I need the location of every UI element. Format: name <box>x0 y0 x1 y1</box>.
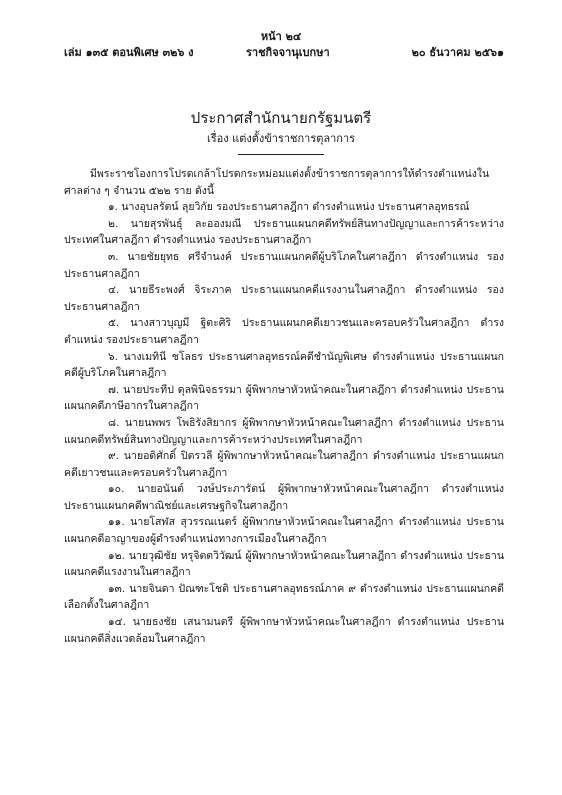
appointment-item-4: ๔. นายธีระพงศ์ จิระภาค ประธานแผนกคดีแรงงานในศาลฎีกา ดำรงตำแหน่ง รองประธานศาลฎีกา <box>64 284 504 313</box>
appointment-item-14: ๑๔. นายธงชัย เสนามนตรี ผู้พิพากษาหัวหน้าคณะในศาลฎีกา ดำรงตำแหน่ง ประธานแผนกคดีสิ่งแวดล้อมในศาลฎีกา <box>64 616 504 645</box>
publication-date: ๒๐ ธันวาคม ๒๕๖๑ <box>411 46 504 59</box>
appointment-item-9: ๙. นายอดิศักดิ์ ปิตรวลี ผู้พิพากษาหัวหน้าคณะในศาลฎีกา ดำรงตำแหน่ง ประธานแผนกคดีเยาวชนและครอบครัวในศาลฎีกา <box>64 450 504 479</box>
intro-paragraph: มีพระราชโองการโปรดเกล้าโปรดกระหม่อมแต่งตั้งข้าราชการตุลาการให้ดำรงตำแหน่งในศาลต่าง ๆ จำนวน ๕๒๒ ราย ดังนี้ <box>64 168 490 197</box>
document-subject: เรื่อง แต่งตั้งข้าราชการตุลาการ <box>206 132 356 145</box>
appointment-item-1: ๑. นางอุบลรัตน์ ลุยวิกัย รองประธานศาลฎีกา ดำรงตำแหน่ง ประธานศาลอุทธรณ์ <box>108 201 470 214</box>
document-title: ประกาศสำนักนายกรัฐมนตรี <box>190 109 372 127</box>
appointment-item-10: ๑๐. นายอนันต์ วงษ์ประภารัตน์ ผู้พิพากษาหัวหน้าคณะในศาลฎีกา ดำรงตำแหน่ง ประธานแผนกคดีพาณิชย์และเศรษฐกิจในศาลฎีกา <box>64 483 504 512</box>
appointment-item-7: ๗. นายประทีป ดุลพินิจธรรมา ผู้พิพากษาหัวหน้าคณะในศาลฎีกา ดำรงตำแหน่ง ประธานแผนกคดีภาษีอากรในศาลฎีกา <box>64 383 504 413</box>
document-body <box>64 166 504 647</box>
appointment-item-12: ๑๒. นายวุฒิชัย หรุจิตตวิวัฒน์ ผู้พิพากษาหัวหน้าคณะในศาลฎีกา ดำรงตำแหน่ง ประธานแผนกคดีแรงงานในศาลฎีกา <box>64 549 504 579</box>
appointment-item-6: ๖. นางเมทินี ชโลธร ประธานศาลอุทธรณ์คดีชำนัญพิเศษ ดำรงตำแหน่ง ประธานแผนกคดีผู้บริโภคในศาลฎีกา <box>64 350 504 380</box>
appointment-item-3: ๓. นายชัยยุทธ ศรีจำนงค์ ประธานแผนกคดีผู้บริโภคในศาลฎีกา ดำรงตำแหน่ง รองประธานศาลฎีกา <box>64 250 504 280</box>
appointment-item-5: ๕. นางสาวบุญมี ฐิตะศิริ ประธานแผนกคดีเยาวชนและครอบครัวในศาลฎีกา ดำรงตำแหน่ง รองประธานศาลฎีกา <box>64 317 504 346</box>
appointment-item-2: ๒. นายสุรพันธุ์ ละอองมณี ประธานแผนกคดีทรัพย์สินทางปัญญาและการค้าระหว่างประเทศในศาลฎีกา ดำรงตำแหน่ง รองประธานศาลฎีกา <box>64 217 504 247</box>
page-number: หน้า ๒๔ <box>260 30 302 43</box>
title-divider <box>238 154 324 155</box>
appointment-item-13: ๑๓. นายจินดา ปัณฑะโชติ ประธานศาลอุทธรณ์ภาค ๙ ดำรงตำแหน่ง ประธานแผนกคดีเลือกตั้งในศาลฎีกา <box>64 582 504 612</box>
appointment-item-11: ๑๑. นายโสฬส สุวรรณเนตร์ ผู้พิพากษาหัวหน้าคณะในศาลฎีกา ดำรงตำแหน่ง ประธานแผนกคดีอาญาของผู้ดำรงตำแหน่งทางการเมืองในศาลฎีกา <box>64 516 504 546</box>
appointment-item-8: ๘. นายนพพร โพธิรังสิยากร ผู้พิพากษาหัวหน้าคณะในศาลฎีกา ดำรงตำแหน่ง ประธานแผนกคดีทรัพย์สินทางปัญญาและการค้าระหว่างประเทศในศาลฎีกา <box>64 416 504 446</box>
gazette-header <box>64 43 504 57</box>
volume-issue: เล่ม ๑๓๕ ตอนพิเศษ ๓๒๖ ง <box>64 46 194 59</box>
gazette-name: ราชกิจจานุเบกษา <box>246 46 330 59</box>
